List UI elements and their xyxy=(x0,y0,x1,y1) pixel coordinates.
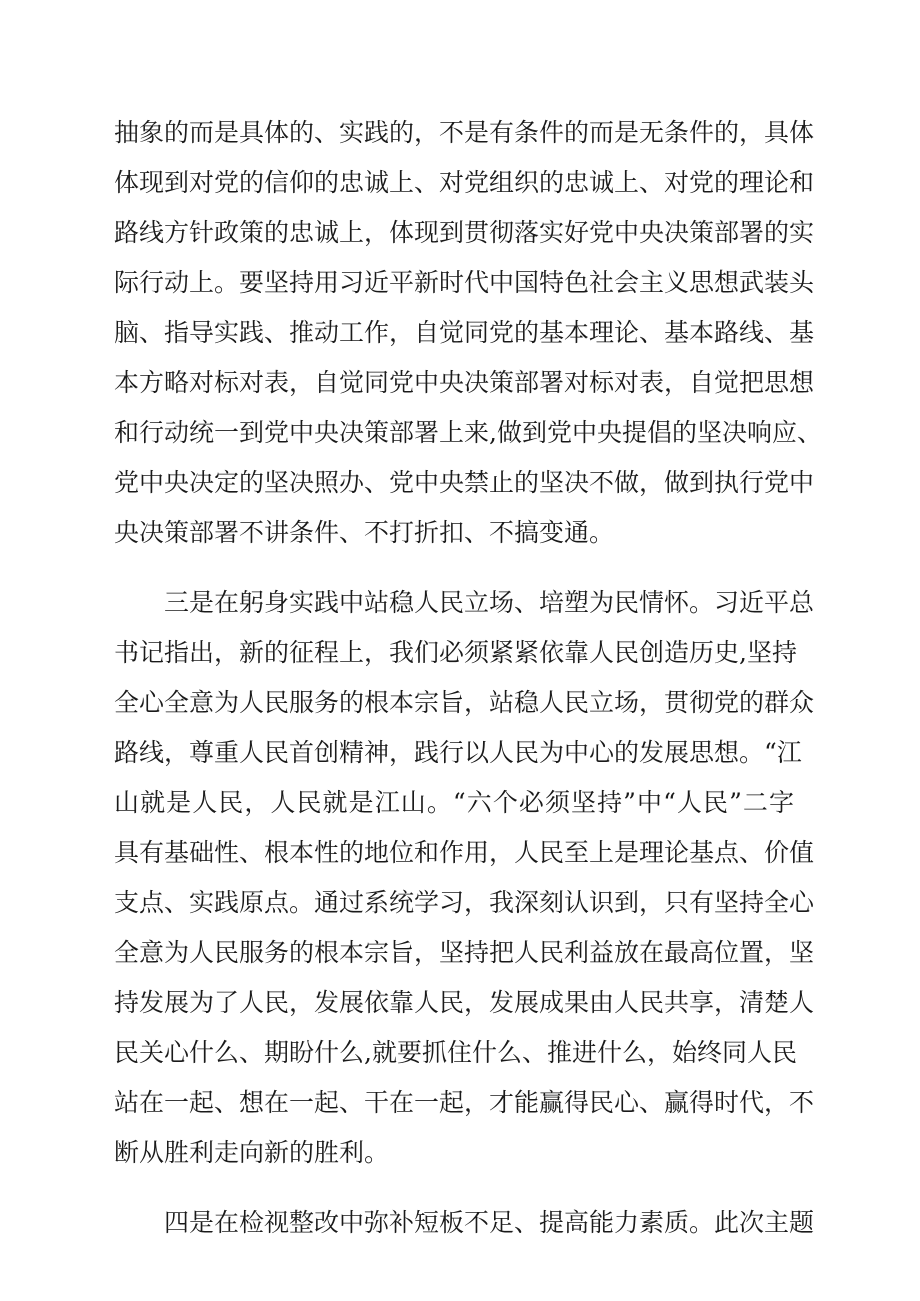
text-line: 党中央决定的坚决照办、党中央禁止的坚决不做，做到执行党中 xyxy=(114,468,815,497)
text-line: 民关心什么、期盼什么,就要抓住什么、推进什么，始终同人民 xyxy=(114,1038,797,1067)
text-line: 全意为人民服务的根本宗旨，坚持把人民利益放在最高位置，坚 xyxy=(114,938,815,967)
text-line: 央决策部署不讲条件、不打折扣、不搞变通。 xyxy=(114,518,615,547)
text-line: 脑、指导实践、推动工作，自觉同党的基本理论、基本路线、基 xyxy=(114,318,815,347)
text-line: 全心全意为人民服务的根本宗旨，站稳人民立场，贯彻党的群众 xyxy=(114,688,815,717)
text-line: 山就是人民，人民就是江山。“六个必须坚持”中“人民”二字 xyxy=(114,788,794,817)
text-line: 支点、实践原点。通过系统学习，我深刻认识到，只有坚持全心 xyxy=(114,888,815,917)
paragraph-first-line: 三是在躬身实践中站稳人民立场、培塑为民情怀。习近平总 xyxy=(164,588,815,617)
text-line: 际行动上。要坚持用习近平新时代中国特色社会主义思想武装头 xyxy=(114,268,815,297)
text-line: 持发展为了人民，发展依靠人民，发展成果由人民共享，清楚人 xyxy=(114,988,815,1017)
text-line: 本方略对标对表，自觉同党中央决策部署对标对表，自觉把思想 xyxy=(114,368,815,397)
text-line: 抽象的而是具体的、实践的，不是有条件的而是无条件的，具体 xyxy=(114,118,815,147)
text-line: 书记指出，新的征程上，我们必须紧紧依靠人民创造历史,坚持 xyxy=(114,638,797,667)
text-line: 和行动统一到党中央决策部署上来,做到党中央提倡的坚决响应、 xyxy=(114,418,822,447)
paragraph-first-line: 四是在检视整改中弥补短板不足、提高能力素质。此次主题 xyxy=(164,1208,815,1237)
text-line: 路线，尊重人民首创精神，践行以人民为中心的发展思想。“江 xyxy=(114,738,802,767)
text-line: 断从胜利走向新的胜利。 xyxy=(114,1138,390,1167)
text-line: 具有基础性、根本性的地位和作用，人民至上是理论基点、价值 xyxy=(114,838,815,867)
text-line: 站在一起、想在一起、干在一起，才能赢得民心、赢得时代，不 xyxy=(114,1088,815,1117)
text-line: 体现到对党的信仰的忠诚上、对党组织的忠诚上、对党的理论和 xyxy=(114,168,815,197)
text-line: 路线方针政策的忠诚上，体现到贯彻落实好党中央决策部署的实 xyxy=(114,218,815,247)
